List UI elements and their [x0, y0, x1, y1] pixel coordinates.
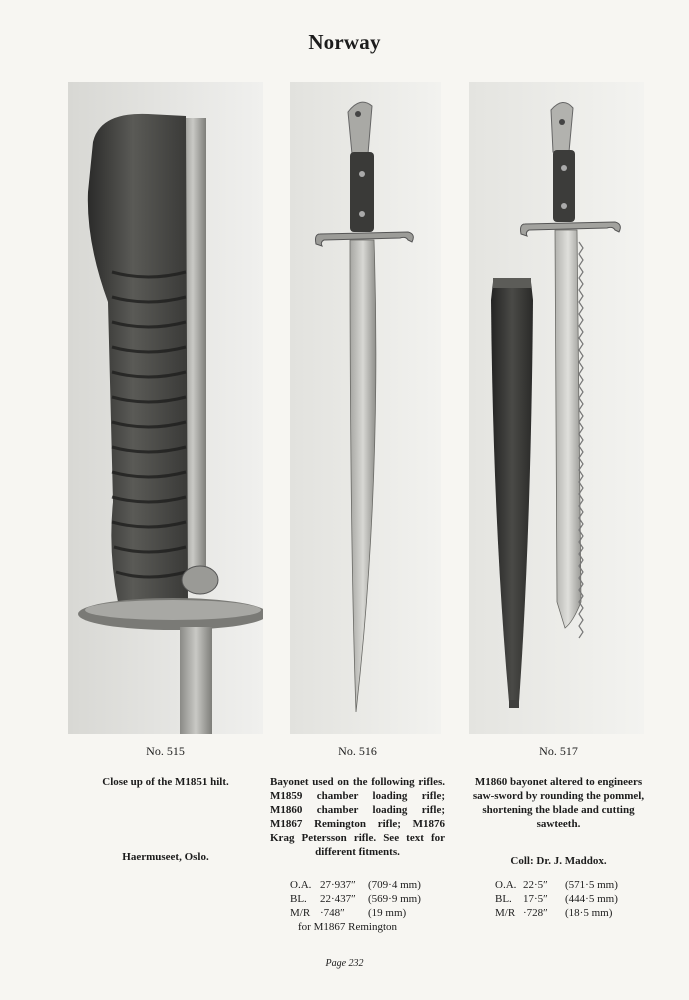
- photo-saw-sword-517: [469, 82, 644, 734]
- page-title: Norway: [308, 30, 381, 54]
- item-number: No. 515: [146, 744, 185, 758]
- measurement-row: O.A. 27·937″ (709·4 mm): [290, 879, 421, 891]
- measurement-row: O.A. 22·5″ (571·5 mm): [495, 879, 618, 891]
- measurement-row: BL. 22·437″ (569·9 mm): [290, 893, 421, 905]
- caption-517: [466, 744, 651, 867]
- caption-516: [270, 744, 445, 859]
- measurement-note: for M1867 Remington: [298, 921, 397, 933]
- item-description: Bayonet used on the following rifles. M1859 chamber loading rifle; M1860 chamber loading rifle; M1867 Remington rifle; M1876 Krag Petersson rifle. See text for different fitments.: [270, 776, 445, 858]
- caption-515: [68, 744, 263, 863]
- measurement-row: BL. 17·5″ (444·5 mm): [495, 893, 618, 905]
- measurement-row: M/R ·748″ (19 mm): [290, 907, 407, 919]
- photo-hilt-closeup: [68, 82, 263, 734]
- item-description: M1860 bayonet altered to engineers saw-sword by rounding the pommel, shortening the blade and cutting sawteeth.: [472, 776, 645, 830]
- item-number: No. 517: [539, 744, 578, 758]
- measurement-row: M/R ·728″ (18·5 mm): [495, 907, 613, 919]
- item-number: No. 516: [338, 744, 377, 758]
- measurements-517: [495, 878, 618, 920]
- item-source: Coll: Dr. J. Maddox.: [510, 855, 607, 867]
- photo-bayonet-516: [290, 82, 441, 734]
- item-description: Close up of the M1851 hilt.: [102, 776, 229, 788]
- item-source: Haermuseet, Oslo.: [122, 851, 209, 863]
- page-number: Page 232: [325, 958, 364, 969]
- measurements-516: [290, 878, 421, 934]
